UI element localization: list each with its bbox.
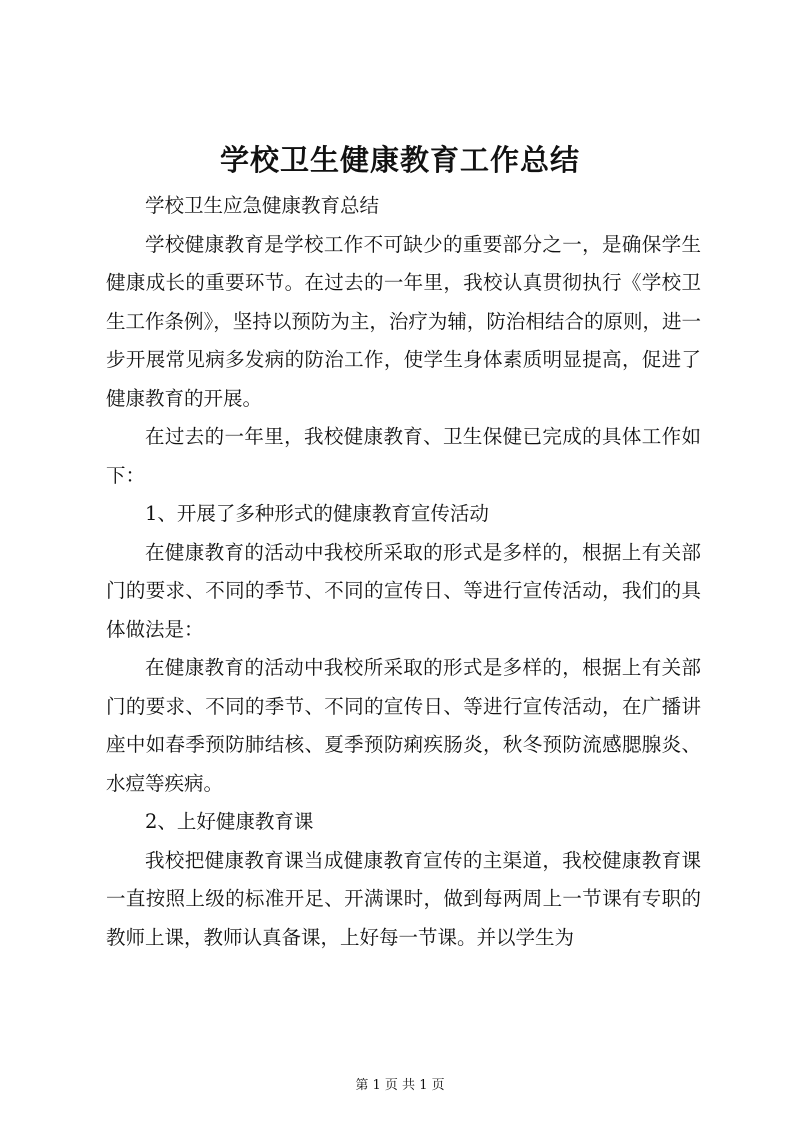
paragraph-section2: 我校把健康教育课当成健康教育宣传的主渠道，我校健康教育课一直按照上级的标准开足、开满课时，做到每两周上一节课有专职的教师上课，教师认真备课，上好每一节课。并以学生为 — [106, 848, 701, 949]
paragraph-section1-a: 在健康教育的活动中我校所采取的形式是多样的，根据上有关部门的要求、不同的季节、不同的宣传日、等进行宣传活动，我们的具体做法是： — [106, 540, 701, 641]
paragraph-subtitle: 学校卫生应急健康教育总结 — [145, 194, 380, 217]
page-footer: 第 1 页 共 1 页 — [355, 1078, 445, 1093]
section-heading-2: 2、上好健康教育课 — [145, 810, 314, 833]
document-title: 学校卫生健康教育工作总结 — [219, 143, 580, 177]
document-body — [106, 187, 701, 957]
section-heading-1: 1、开展了多种形式的健康教育宣传活动 — [145, 502, 489, 525]
paragraph-overview: 在过去的一年里，我校健康教育、卫生保健已完成的具体工作如下： — [106, 425, 701, 487]
paragraph-section1-b: 在健康教育的活动中我校所采取的形式是多样的，根据上有关部门的要求、不同的季节、不同的宣传日、等进行宣传活动，在广播讲座中如春季预防肺结核、夏季预防痢疾肠炎，秋冬预防流感腮腺炎、水痘等疾病。 — [106, 656, 701, 795]
paragraph-intro: 学校健康教育是学校工作不可缺少的重要部分之一，是确保学生健康成长的重要环节。在过去的一年里，我校认真贯彻执行《学校卫生工作条例》，坚持以预防为主，治疗为辅，防治相结合的原则，进一步开展常见病多发病的防治工作，使学生身体素质明显提高，促进了健康教育的开展。 — [106, 232, 701, 410]
